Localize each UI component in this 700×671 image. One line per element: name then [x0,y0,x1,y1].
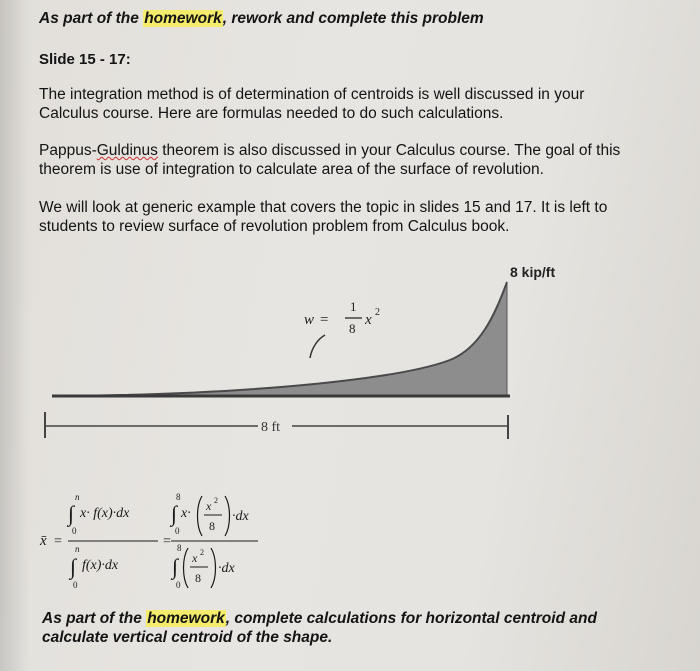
paragraph-pappus [39,141,679,179]
integral-sign: ∫ [171,501,178,526]
text-run: As part of the [42,610,147,627]
formula-lower-limit: 0 [72,526,77,536]
distributed-load-diagram [0,255,700,445]
centroid-formula [30,486,290,596]
paragraph-example [39,198,679,236]
equation-equals: = [320,312,329,328]
text-run: theorem is also discussed in your Calculus course. The goal of this [157,142,621,159]
formula-right-x: x· [181,506,191,521]
formula-equals-1: = [54,534,62,549]
title-prefix: As part of the [39,10,144,27]
paren-right [225,496,230,536]
equation-leader [310,335,325,358]
formula-upper-limit: 8 [176,492,181,502]
frac-num-exp: 2 [200,548,204,557]
load-area [52,282,507,396]
formula-lower-limit: 0 [175,526,180,536]
instruction-line [42,609,597,628]
paragraph-line [39,141,679,160]
text-run: Pappus- [39,142,97,159]
formula-dx: ·dx [218,561,235,576]
title-suffix: , rework and complete this problem [222,10,484,27]
paragraph-line: Calculus course. Here are formulas needed to do such calculations. [39,105,504,122]
equation-denominator: 8 [349,321,356,336]
formula-left-denominator: f(x)·dx [82,558,119,573]
frac-num-exp: 2 [214,496,218,505]
paragraph-line: We will look at generic example that covers the topic in slides 15 and 17. It is left to [39,199,608,216]
formula-upper-limit: n [75,492,80,502]
paren-left [198,496,203,536]
paragraph-line: students to review surface of revolution problem from Calculus book. [39,218,510,235]
homework-instruction [42,609,597,647]
integral-sign: ∫ [70,554,77,579]
paren-right [211,548,216,588]
frac-num-x: x [206,499,212,513]
paren-left [184,548,189,588]
dimension-label: 8 ft [261,420,281,435]
spellcheck-word: Guldinus [96,142,158,159]
instruction-line: calculate vertical centroid of the shape. [42,629,333,646]
formula-xbar: x̄ [40,533,47,549]
equation-exponent: 2 [375,307,380,318]
slide-label: Slide 15 - 17: [39,51,131,68]
equation-numerator: 1 [350,299,357,314]
formula-dx: ·dx [232,509,249,524]
integral-sign: ∫ [172,554,179,579]
page-title [39,10,484,28]
frac-den: 8 [195,571,201,585]
paragraph-integration [39,85,679,123]
equation-w: w [304,312,315,328]
paragraph-line: The integration method is of determination of centroids is well discussed in your [39,86,585,103]
load-magnitude-label: 8 kip/ft [510,264,556,280]
title-highlight: homework [144,10,222,27]
bottom-highlight: homework [147,610,225,627]
text-run: , complete calculations for horizontal centroid and [225,610,597,627]
formula-equals-2: = [163,534,171,549]
formula-upper-limit: n [75,544,80,554]
frac-num-x: x [192,551,198,565]
formula-lower-limit: 0 [73,580,78,590]
formula-left-numerator: x· f(x)·dx [80,506,130,521]
frac-den: 8 [209,519,215,533]
equation-x: x [365,312,372,328]
formula-upper-limit: 8 [177,543,182,553]
integral-sign: ∫ [68,501,75,526]
formula-lower-limit: 0 [176,580,181,590]
paragraph-line: theorem is use of integration to calculate area of the surface of revolution. [39,161,544,178]
